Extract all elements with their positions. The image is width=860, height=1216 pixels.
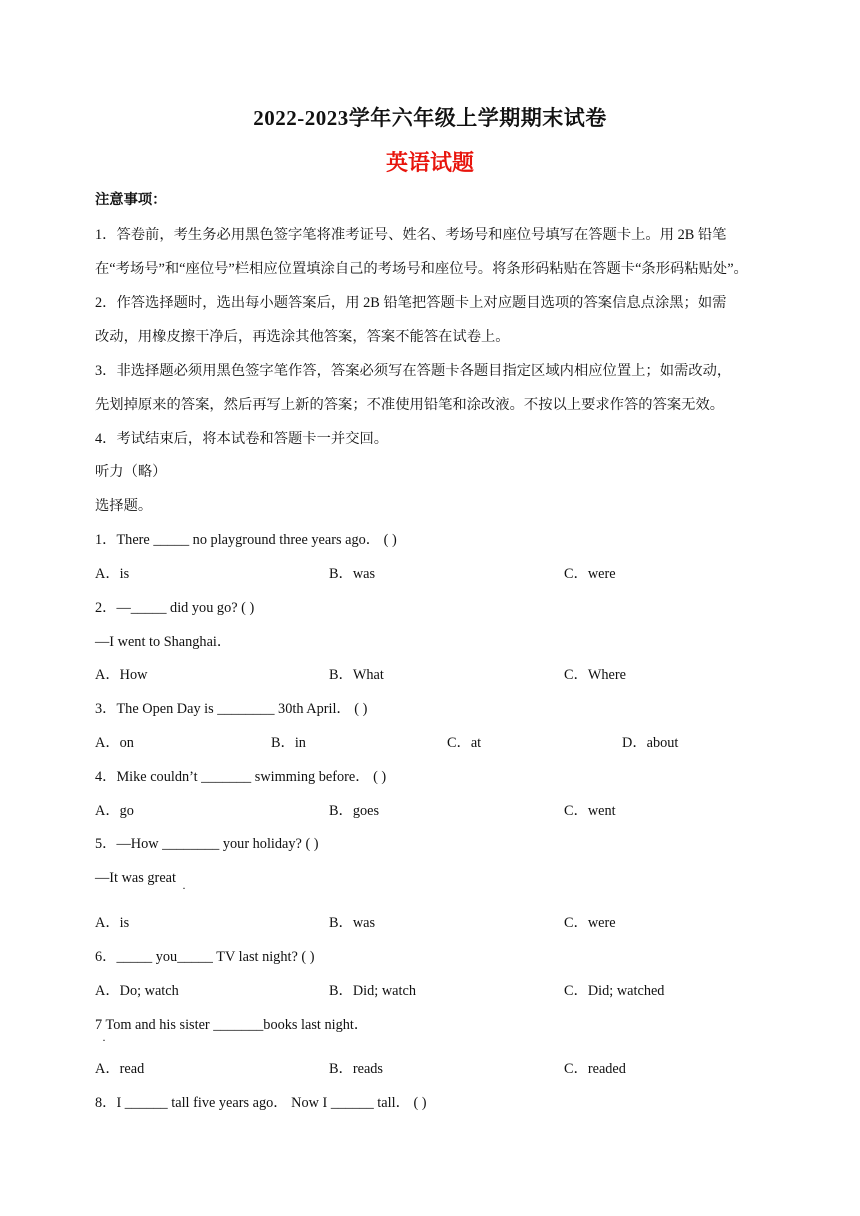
question-7-option-b: B．reads xyxy=(329,1061,383,1077)
question-4-stem: 4．Mike couldn’t _______ swimming before． ( ) xyxy=(95,769,387,785)
question-7-option-c: C．readed xyxy=(564,1061,626,1077)
question-3-option-d: D．about xyxy=(622,735,679,751)
question-1-option-b: B．was xyxy=(329,566,376,582)
question-6-option-a: A．Do; watch xyxy=(95,983,179,999)
listening-section-label: 听力（略） xyxy=(95,464,167,480)
question-4-option-b: B．goes xyxy=(329,803,380,819)
question-3-option-a: A．on xyxy=(95,735,134,751)
question-2-option-b: B．What xyxy=(329,667,384,683)
exam-subtitle: 英语试题 xyxy=(385,150,474,175)
question-6-stem: 6．_____ you_____ TV last night? ( ) xyxy=(95,949,315,965)
notice-line: 1．答卷前，考生务必用黑色签字笔将准考证号、姓名、考场号和座位号填写在答题卡上。用 2B 铅笔 xyxy=(95,227,727,243)
question-1-option-a: A．is xyxy=(95,566,130,582)
question-2-stem: 2．—_____ did you go? ( ) xyxy=(95,600,255,616)
stray-dot: · xyxy=(102,1033,106,1047)
notice-line: 2．作答选择题时，选出每小题答案后，用 2B 铅笔把答题卡上对应题目选项的答案信息点涂黑；如需 xyxy=(95,295,727,311)
question-6-option-c: C．Did; watched xyxy=(564,983,665,999)
question-5-option-c: C．were xyxy=(564,915,616,931)
question-2-option-c: C．Where xyxy=(564,667,626,683)
question-1-option-c: C．were xyxy=(564,566,616,582)
question-5-stem: 5．—How ________ your holiday? ( ) xyxy=(95,836,319,852)
question-8-stem: 8．I ______ tall five years ago． Now I ______ tall． ( ) xyxy=(95,1095,427,1111)
question-5-answer-line: —It was great xyxy=(95,870,176,886)
notice-line: 在“考场号”和“座位号”栏相应位置填涂自己的考场号和座位号。将条形码粘贴在答题卡“条形码粘贴处”。 xyxy=(95,261,748,277)
notice-line: 3．非选择题必须用黑色签字笔作答，答案必须写在答题卡各题目指定区域内相应位置上；如需改动， xyxy=(95,363,732,379)
question-5-option-b: B．was xyxy=(329,915,376,931)
question-4-option-c: C．went xyxy=(564,803,616,819)
question-1-stem: 1．There _____ no playground three years ago． ( ) xyxy=(95,532,397,548)
notice-line: 改动，用橡皮擦干净后，再选涂其他答案，答案不能答在试卷上。 xyxy=(95,329,510,345)
exam-title: 2022-2023学年六年级上学期期末试卷 xyxy=(253,106,607,130)
stray-dot: · xyxy=(182,881,186,895)
question-3-option-c: C．at xyxy=(447,735,482,751)
question-5-option-a: A．is xyxy=(95,915,130,931)
question-3-stem: 3．The Open Day is ________ 30th April． ( ) xyxy=(95,701,368,717)
question-6-option-b: B．Did; watch xyxy=(329,983,416,999)
choice-section-label: 选择题。 xyxy=(95,498,153,514)
notice-line: 先划掉原来的答案，然后再写上新的答案；不准使用铅笔和涂改液。不按以上要求作答的答案无效。 xyxy=(95,397,725,413)
question-7-stem: 7 Tom and his sister _______books last night． xyxy=(95,1017,369,1033)
question-2-answer-line: —I went to Shanghai． xyxy=(95,634,232,650)
question-7-option-a: A．read xyxy=(95,1061,145,1077)
notice-heading: 注意事项： xyxy=(95,192,167,208)
question-4-option-a: A．go xyxy=(95,803,134,819)
question-2-option-a: A．How xyxy=(95,667,148,683)
notice-line: 4．考试结束后，将本试卷和答题卡一并交回。 xyxy=(95,431,389,447)
question-3-option-b: B．in xyxy=(271,735,306,751)
